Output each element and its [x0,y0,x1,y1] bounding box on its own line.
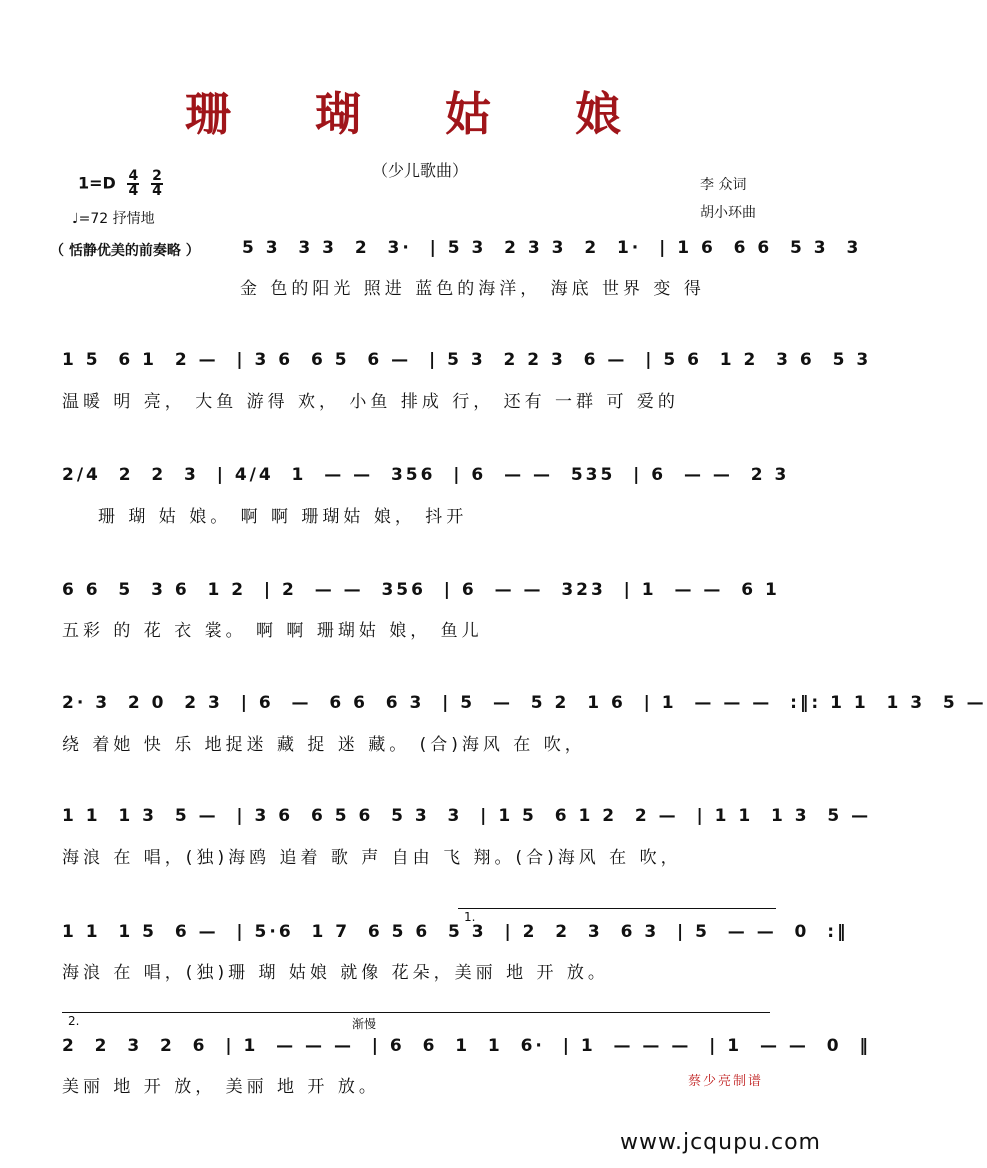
website-watermark: www.jcqupu.com [620,1130,821,1155]
composer-credit: 胡小环曲 [700,205,756,221]
lyric-line-1: 金 色的阳光 照进 蓝色的海洋， 海底 世界 变 得 [240,279,705,299]
arranger-signature: 蔡少亮制谱 [688,1074,764,1089]
time-signature-2-4: $\frac{2}{4}$ [152,168,162,199]
lyric-line-3: 珊 瑚 姑 娘。 啊 啊 珊瑚姑 娘， 抖开 [98,507,468,527]
song-subtitle: （少儿歌曲） [371,161,468,180]
lyric-line-6: 海浪 在 唱，(独)海鸥 追着 歌 声 自由 飞 翔。(合)海风 在 吹， [62,848,682,868]
lyric-line-8: 美丽 地 开 放， 美丽 地 开 放。 [62,1077,380,1097]
notation-line-3: 2/4 2 2 3 | 4/4 1 — — 356 | 6 — — 535 | 6 — — 2 3 [62,465,790,485]
intro-note: （ 恬静优美的前奏略 ） [50,243,200,259]
key-label: 1=D [78,173,116,193]
lyric-line-5: 绕 着她 快 乐 地捉迷 藏 捉 迷 藏。 (合)海风 在 吹， [62,735,586,755]
volta-2-bracket [62,1012,770,1013]
lyric-line-4: 五彩 的 花 衣 裳。 啊 啊 珊瑚姑 娘， 鱼儿 [62,621,483,641]
notation-line-6: 1 1 1 3 5 — | 3 6 6 5 6 5 3 3 | 1 5 6 1 2 2 — | 1 1 1 3 5 — [62,806,872,826]
notation-line-2: 1 5 6 1 2 — | 3 6 6 5 6 — | 5 3 2 2 3 6 — | 5 6 1 2 3 6 5 3 [62,350,872,370]
notation-line-7: 1 1 1 5 6 — | 5·6 1 7 6 5 6 5 3 | 2 2 3 6 3 | 5 — — 0 :‖ [62,922,849,942]
key-signature [78,170,163,198]
volta-2-label: 2. [68,1014,80,1028]
volta-1-bracket [458,908,776,909]
lyric-line-7: 海浪 在 唱，(独)珊 瑚 姑娘 就像 花朵，美丽 地 开 放。 [62,963,609,983]
song-title: 珊 瑚 姑 娘 [184,87,656,141]
notation-line-5: 2· 3 2 0 2 3 | 6 — 6 6 6 3 | 5 — 5 2 1 6 | 1 — — — :‖: 1 1 1 3 5 — [62,693,987,713]
lyricist-credit: 李 众词 [700,177,747,193]
notation-line-4: 6 6 5 3 6 1 2 | 2 — — 356 | 6 — — 323 | 1 — — 6 1 [62,580,780,600]
notation-line-1: 5 3 3 3 2 3· | 5 3 2 3 3 2 1· | 1 6 6 6 5 3 3 [242,238,862,258]
lyric-line-2: 温暖 明 亮， 大鱼 游得 欢， 小鱼 排成 行， 还有 一群 可 爱的 [62,392,679,412]
notation-line-8: 2 2 3 2 6 | 1 — — — | 6 6 1 1 6· | 1 — — — | 1 — — 0 ‖ [62,1036,871,1056]
tempo-marking: ♩=72 抒情地 [72,211,155,227]
volta-1-label: 1. [464,910,476,924]
tempo-change-mark: 渐慢 [352,1017,377,1031]
time-signature-4-4: $\frac{4}{4}$ [128,168,139,199]
